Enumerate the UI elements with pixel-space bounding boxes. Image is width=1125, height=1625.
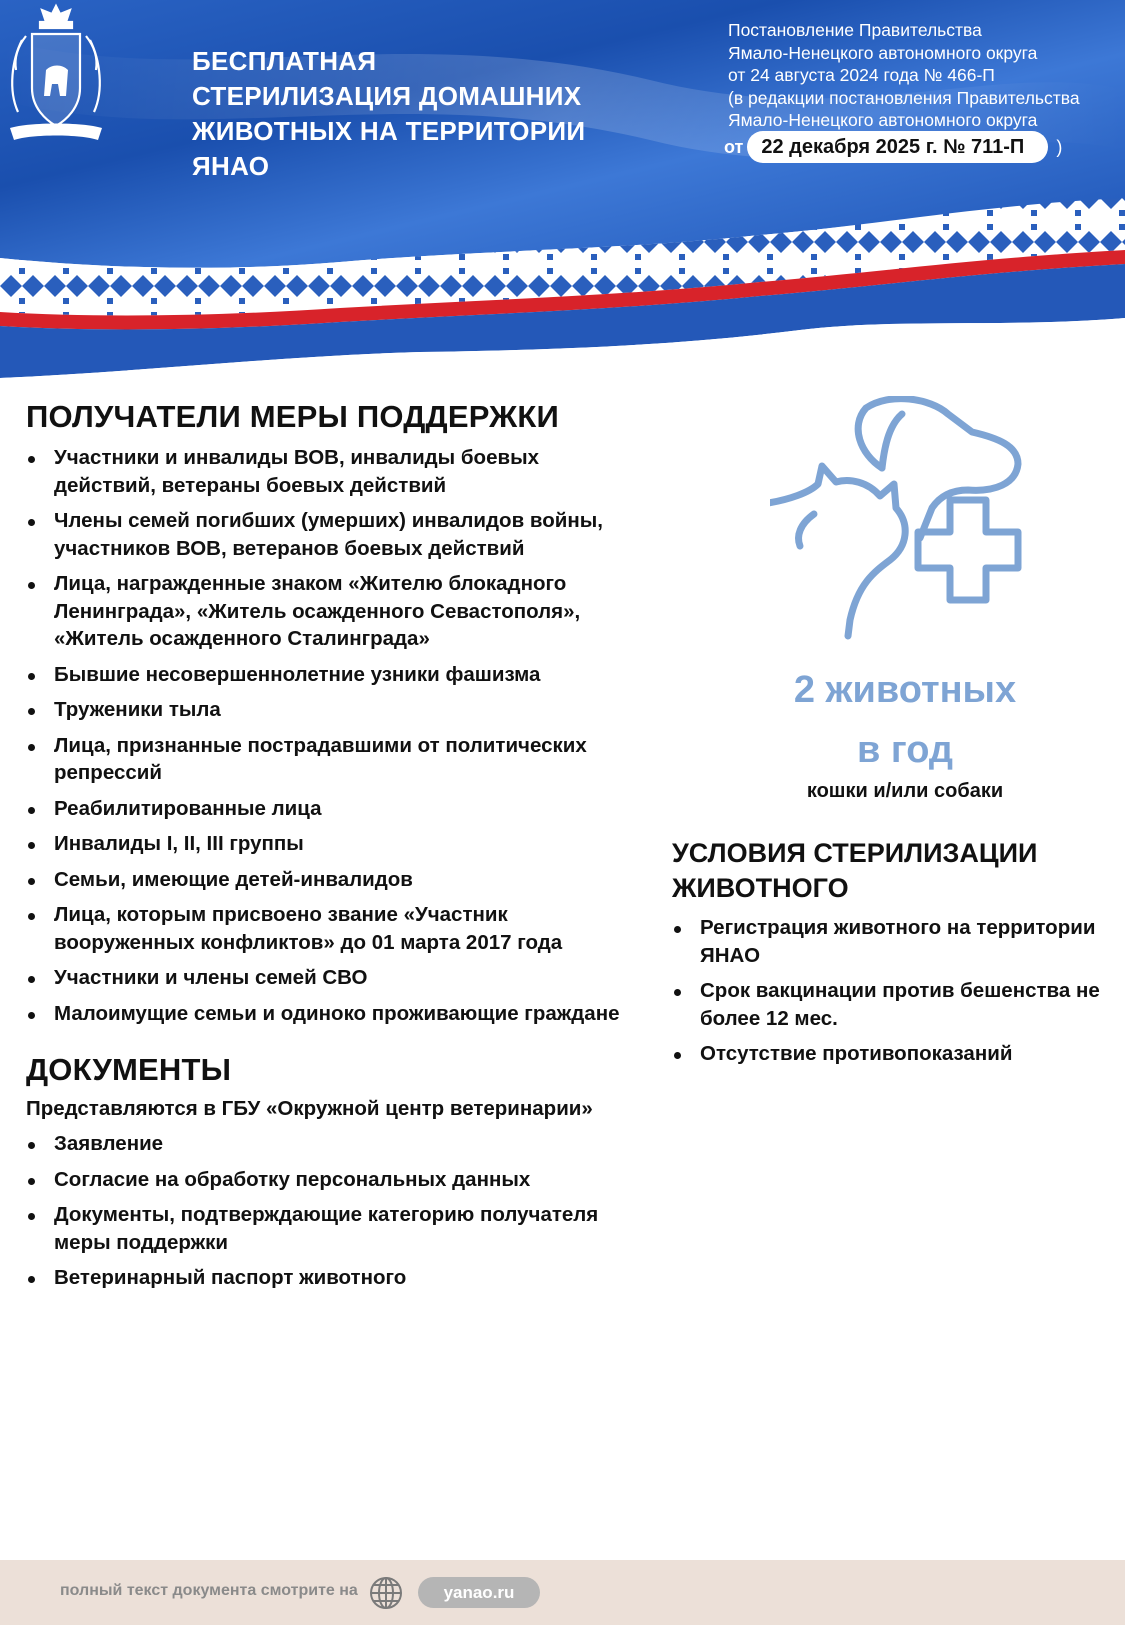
- decree-line: Ямало-Ненецкого автономного округа: [728, 110, 1038, 130]
- list-item: Реабилитированные лица: [26, 795, 624, 823]
- limit-subtitle: кошки и/или собаки: [806, 780, 1004, 802]
- list-item: Заявление: [26, 1130, 654, 1158]
- documents-list: [26, 1130, 656, 1292]
- header-banner: [0, 0, 1125, 380]
- list-item: Ветеринарный паспорт животного: [26, 1264, 654, 1292]
- conditions-heading-line: ЖИВОТНОГО: [672, 873, 849, 903]
- decree-date-badge: 22 декабря 2025 г. № 711-П: [747, 131, 1048, 163]
- decree-date-row: [724, 131, 1062, 163]
- list-item: Труженики тыла: [26, 696, 624, 724]
- decree-reference: [728, 19, 1120, 132]
- title-line: БЕСПЛАТНАЯ: [192, 46, 377, 76]
- limit-count-line: в год: [856, 729, 954, 771]
- left-column: [26, 398, 656, 1292]
- recipients-heading: ПОЛУЧАТЕЛИ МЕРЫ ПОДДЕРЖКИ: [26, 399, 559, 434]
- decree-close-paren: ): [1056, 136, 1063, 157]
- decree-prefix: от: [724, 136, 744, 157]
- list-item: Лица, награжденные знаком «Жителю блокадного Ленинграда», «Житель осажденного Севастополя», «Житель осажденного Сталинграда»: [26, 570, 624, 653]
- pet-medical-icon: [770, 396, 1035, 651]
- title-line: ЖИВОТНЫХ НА ТЕРРИТОРИИ: [192, 116, 586, 146]
- website-link[interactable]: yanao.ru: [418, 1577, 540, 1608]
- decree-line: Постановление Правительства: [728, 20, 982, 40]
- decree-line: (в редакции постановления Правительства: [728, 87, 1080, 108]
- title-line: СТЕРИЛИЗАЦИЯ ДОМАШНИХ: [192, 81, 582, 111]
- decree-line: Ямало-Ненецкого автономного округа: [728, 42, 1038, 63]
- list-item: Лица, признанные пострадавшими от политических репрессий: [26, 732, 624, 787]
- recipients-list: [26, 444, 656, 1027]
- list-item: Инвалиды I, II, III группы: [26, 830, 624, 858]
- limit-count: [740, 660, 1070, 780]
- list-item: Бывшие несовершеннолетние узники фашизма: [26, 661, 624, 689]
- list-item: Документы, подтверждающие категорию получателя меры поддержки: [26, 1201, 654, 1256]
- conditions-heading: [672, 836, 1112, 906]
- footer-text: полный текст документа смотрите на: [60, 1582, 358, 1599]
- list-item: Участники и члены семей СВО: [26, 964, 624, 992]
- decree-line: от 24 августа 2024 года № 466-П: [728, 65, 995, 85]
- footer: [0, 1560, 1125, 1625]
- coat-of-arms-icon: [0, 0, 112, 150]
- list-item: Участники и инвалиды ВОВ, инвалиды боевых действий, ветераны боевых действий: [26, 444, 624, 499]
- globe-icon: [368, 1575, 404, 1611]
- list-item: Отсутствие противопоказаний: [672, 1040, 1112, 1068]
- list-item: Семьи, имеющие детей-инвалидов: [26, 866, 624, 894]
- documents-heading: ДОКУМЕНТЫ: [26, 1052, 232, 1087]
- title-line: ЯНАО: [192, 151, 270, 181]
- page-title: [192, 44, 652, 184]
- right-column: [672, 836, 1112, 1068]
- conditions-heading-line: УСЛОВИЯ СТЕРИЛИЗАЦИИ: [672, 838, 1038, 868]
- list-item: Регистрация животного на территории ЯНАО: [672, 914, 1112, 969]
- list-item: Малоимущие семьи и одиноко проживающие граждане: [26, 1000, 624, 1028]
- documents-intro: Представляются в ГБУ «Окружной центр ветеринарии»: [26, 1097, 593, 1120]
- list-item: Члены семей погибших (умерших) инвалидов войны, участников ВОВ, ветеранов боевых действий: [26, 507, 624, 562]
- list-item: Срок вакцинации против бешенства не более 12 мес.: [672, 977, 1112, 1032]
- list-item: Лица, которым присвоено звание «Участник вооруженных конфликтов» до 01 марта 2017 года: [26, 901, 624, 956]
- list-item: Согласие на обработку персональных данных: [26, 1166, 654, 1194]
- limit-count-line: 2 животных: [793, 669, 1017, 711]
- conditions-list: [672, 914, 1112, 1068]
